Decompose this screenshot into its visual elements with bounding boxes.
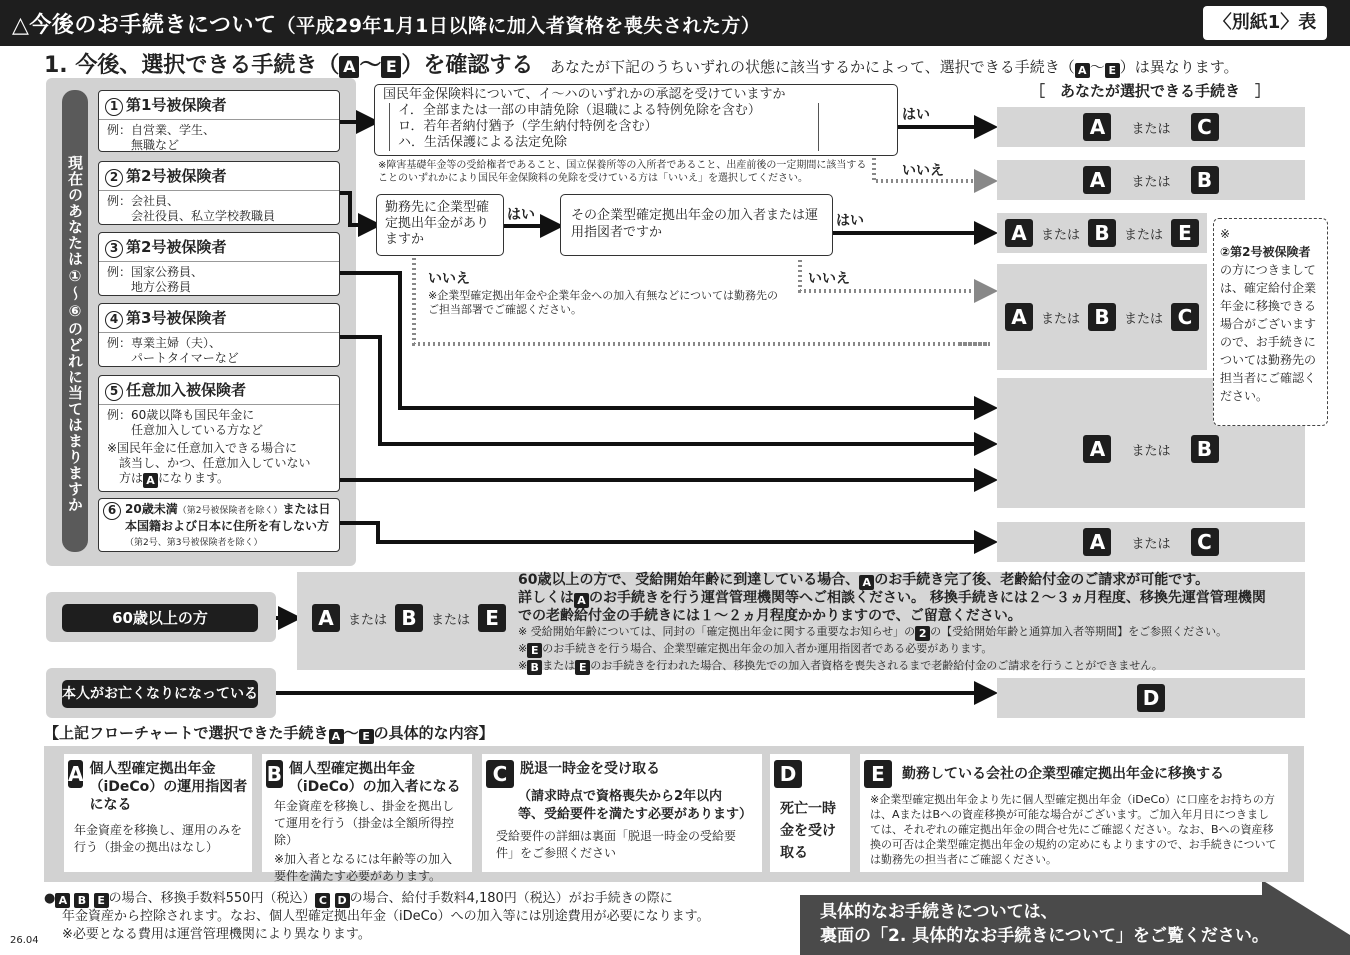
card-e: E 勤務している会社の企業型確定拠出年金に移換する ※企業型確定拠出年金より先に個人型確定拠出年金（iDeCo）に口座をお持ちの方は、AまたはBへの資産移換が可能な場合がございます。ご加入年月日につきましては、それぞれの確定拠出年金の問合せ先にご確認ください。なお、Bへの資産移換の可否は企業型確定拠出年金の規約の定めにもよりますので、お手続きについては勤務先の担当者にご確認ください。 [860,754,1288,872]
side-note: ※ ②第2号被保険者 の方につきましては、確定給付企業年金に移換できる場合がございますので、お手続きについては勤務先の担当者にご確認ください。 [1213,218,1328,426]
version-code: 26.04 [10,935,39,946]
card-d: D 死亡一時金を受け取る [770,754,850,872]
over60-text: 60歳以上の方で、受給開始年齢に到達している場合、 A のお手続き完了後、老齢給付金のご請求が可能です。 詳しくは A のお手続きを行う運営管理機関等へご相談ください。 移換手続きには２〜３ヵ月程度、移換先運営管理機関 での老齢給付金の手続きには１〜２ヵ月程度かかりますので、ご留意ください。 ※ 受給開始年齢については、同封の「確定拠出年金に関する重要なお知らせ」の 2 の【受給開始年齢と通算加入者等期間】をご参照ください。 ※ E のお手続きを行う場合、企業型確定拠出年金の加入者か運用指図者である必要があります。 ※ B または E のお手続きを行われた場合、移換先での加入者資格を喪失されるまで老齢給付金のご請求を行うことができません。 [518,572,1266,674]
result-ab-2: A または B [997,378,1305,508]
result-abe: A または B または E [997,213,1207,253]
over60-label: 60歳以上の方 [62,604,258,632]
question-2-note: ※企業型確定拠出年金や企業年金への加入有無などについては勤務先のご担当部署でご確認ください。 [428,289,778,316]
result-abc: A または B または C [997,264,1207,370]
answer-no-2: いいえ [428,271,470,287]
over60-codes: A または B または E [312,604,506,632]
question-2: 勤務先に企業型確定拠出年金がありますか [376,194,504,256]
fee-note: ● A B E の場合、移換手数料550円（税込） C D の場合、給付手数料4,180円（税込）がお手続きの際に 年金資産から控除されます。なお、個人型確定拠出年金（iDeCo）への加入等には別途費用が必要になります。 ※必要となる費用は運営管理機関により異なります。 [44,891,710,942]
card-a: A 個人型確定拠出年金（iDeCo）の運用指図者になる 年金資産を移換し、運用のみを行う（掛金の拠出はなし） [64,754,252,872]
question-3: その企業型確定拠出年金の加入者または運用指図者ですか [560,194,833,256]
answer-yes-3: はい [836,213,864,229]
section-note: あなたが下記のうちいずれの状態に該当するかによって、選択できる手続き（ A 〜 E ）は異なります。 [550,58,1239,77]
choice-heading: ［ あなたが選択できる手続き ］ [1030,82,1271,100]
category-2: 2 第2号被保険者 例：会社員、 会社役員、私立学校教職員 [98,161,340,225]
result-d: D [997,678,1305,718]
answer-yes-1: はい [902,107,930,123]
result-ac-2: A または C [997,522,1305,562]
question-1: 国民年金保険料について、イ〜ハのいずれかの承認を受けていますか イ．全部または一部の申請免除（退職による特例免除を含む） ロ．若年者納付猶予（学生納付特例を含む） ハ．生活保護による法定免除 [374,84,898,156]
page-title: △今後のお手続きについて（平成29年1月1日以降に加入者資格を喪失された方） [12,13,761,38]
cards-title: 【上記フローチャートで選択できた手続き A 〜 E の具体的な内容】 [44,724,494,743]
result-ac-1: A または C [997,107,1305,147]
card-c: C 脱退一時金を受け取る （請求時点で資格喪失から2年以内等、受給要件を満たす必要があります） 受給要件の詳細は裏面「脱退一時金の受給要件」をご参照ください [482,754,762,872]
question-1-note: ※障害基礎年金等の受給権者であること、国立保養所等の入所者であること、出産前後の一定期間に該当することのいずれかにより国民年金保険料の免除を受けている方は「いいえ」を選択してください。 [378,160,867,184]
deceased-label: 本人がお亡くなりになっている [62,680,258,708]
category-1: 1 第1号被保険者 例：自営業、学生、 無職など [98,90,340,152]
category-6: 6 20歳未満（第2号被保険者を除く）または日本国籍および日本に住所を有しない方（第2号、第3号被保険者を除く） [98,498,340,552]
answer-no-1: いいえ [902,163,944,179]
section-title: 1. 今後、選択できる手続き（ A 〜 E ）を確認する [44,53,534,78]
category-5: 5 任意加入被保険者 例：60歳以降も国民年金に 任意加入している方など ※国民年金に任意加入できる場合に 該当し、かつ、任意加入していない 方は A になります。 [98,375,340,492]
vertical-question-label: 現在のあなたは①〜⑥のどれに当てはまりますか [62,90,88,552]
answer-yes-2: はい [507,207,535,223]
answer-no-3: いいえ [808,271,850,287]
result-ab-1: A または B [997,160,1305,200]
reverse-side-banner: 具体的なお手続きについては、 裏面の「2. 具体的なお手続きについて」をご覧ください。 [820,902,1269,946]
category-3: 3 第2号被保険者 例：国家公務員、 地方公務員 [98,232,340,296]
sheet-tag: 〈別紙1〉表 [1203,6,1327,40]
category-4: 4 第3号被保険者 例：専業主婦（夫）、 パートタイマーなど [98,303,340,367]
card-b: B 個人型確定拠出年金（iDeCo）の加入者になる 年金資産を移換し、掛金を拠出して運用を行う（掛金は全額所得控除） ※加入者となるには年齢等の加入要件を満たす必要があります。 [262,754,472,872]
